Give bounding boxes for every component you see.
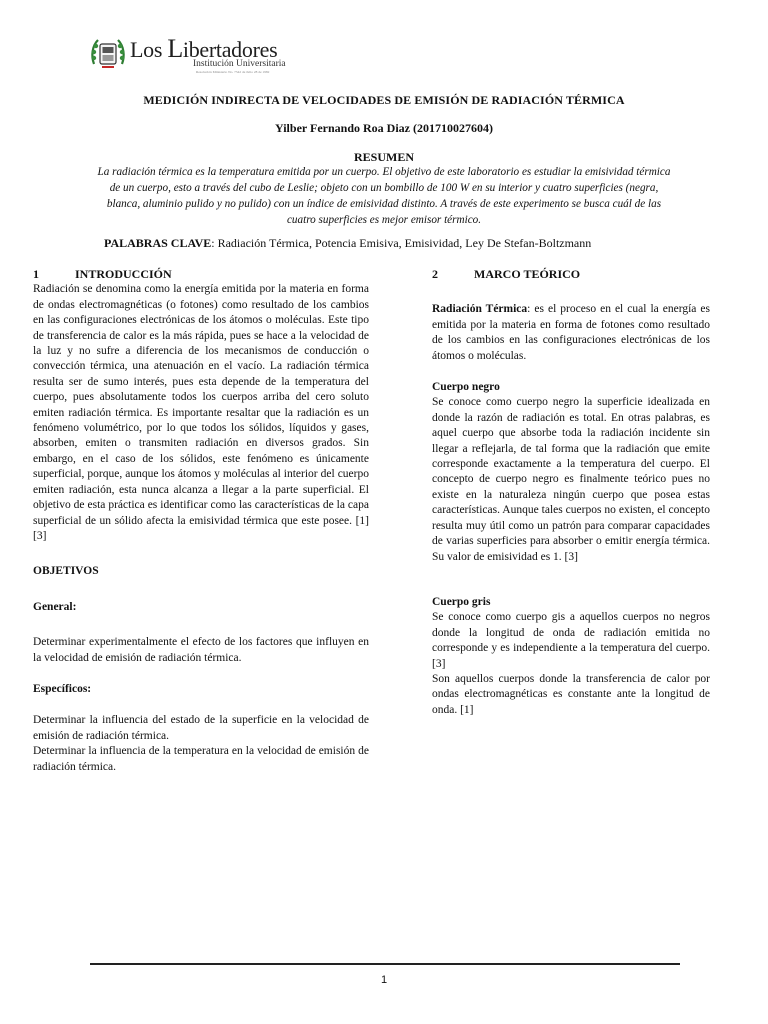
crest-icon [88, 34, 128, 74]
logo-subtitle: Institución Universitaria [193, 59, 286, 69]
keywords-label: PALABRAS CLAVE [104, 236, 212, 250]
cuerpo-negro-heading: Cuerpo negro [432, 381, 500, 394]
cuerpo-negro-paragraph: Se conoce como cuerpo negro la superficie idealizada en donde la razón de radiación es total. En otras palabras, es aquel cuerpo que absorbe toda la radiación incidente sin llegar a reflejarla, de tal forma que la radiación que emite corresponde exactamente a la temperatura del cuerpo. El concepto de cuerpo negro es finalmente teórico pues no existe en la naturaleza ningún cuerpo que posea estas características. Aunque tales cuerpos no existen, el concepto resulta muy útil como un patrón para comparar capacidades de varias superficies para absorber o emitir energía térmica. Su valor de emisividad es 1. [3] [432, 396, 710, 563]
institution-logo [88, 32, 286, 76]
logo-wordmark: Los Libertadores [130, 34, 278, 63]
right-column [432, 267, 710, 718]
abstract-heading: RESUMEN [353, 150, 414, 164]
footer-rule [90, 963, 680, 965]
specific-objective-2: Determinar la influencia de la temperatura en la velocidad de emisión de radiación térmica. [33, 745, 369, 773]
radiacion-termica-paragraph: Radiación Térmica: es el proceso en el cual la energía es emitida por la materia en forma de fotones como resultado de los cambios en las configuraciones electrónicas de los átomos o moléculas. [432, 303, 710, 362]
cuerpo-gris-paragraph-1: Se conoce como cuerpo gis a aquellos cuerpos no negros donde la longitud de onda de radiación emitida no corresponde y es independiente a la temperatura del cuerpo. [3] [432, 611, 710, 670]
radiacion-termica-term: Radiación Térmica [432, 303, 528, 316]
general-objective: Determinar experimentalmente el efecto de los factores que influyen en la velocidad de emisión de radiación térmica. [33, 636, 369, 664]
cuerpo-gris-paragraph-2: Son aquellos cuerpos donde la transferencia de calor por ondas electromagnéticas es constante ante la longitud de onda. [1] [432, 672, 710, 716]
cuerpo-gris-heading: Cuerpo gris [432, 595, 491, 608]
keywords-text: : Radiación Térmica, Potencia Emisiva, Emisividad, Ley De Stefan-Boltzmann [211, 236, 592, 250]
intro-section-number: 1 [33, 267, 39, 281]
intro-paragraph: Radiación se denomina como la energía emitida por la materia en forma de ondas electromagnéticas (o fotones) como resultado de los cambios en las configuraciones electrónicas de los átomos o moléculas. Este tipo de transferencia de calor es la más rápida, pues se hace a la velocidad de la luz y no sufre a diferencia de los mecanismos de conducción o convección térmica, una atenuación en el vacío. La radiación térmica resulta ser de sumo interés, pues esta depende de la temperatura del cuerpo, pues absolutamente todos los cuerpos arriba del cero soluto emiten radiación térmica. Es importante resaltar que la radiación es un fenómeno volumétrico, por lo que todos los sólidos, líquidos y gases, absorben, emiten o transmiten radiación en diversos grados. Sin embargo, en el caso de los sólidos, este fenómeno es únicamente superficial, porque, aunque los átomos y moléculas al interior del cuerpo emiten radiación, esta nunca alcanza a llegar a la parte superficial. El objetivo de esta práctica es identificar como las características de la capa superficial de un sólido afecta la emisividad térmica que este posee. [1][3] [33, 283, 369, 542]
keywords-line [104, 236, 704, 251]
marco-section-number: 2 [432, 267, 438, 281]
abstract-text: La radiación térmica es la temperatura emitida por un cuerpo. El objetivo de este laboratorio es estudiar la emisividad térmica de un cuerpo, esto a través del cubo de Leslie; objeto con un bombillo de 100 W en su interior y cuatro superficies (negra, blanca, aluminio pulido y no pulido) con un índice de emisividad distinto. A través de este experimento se busca cuál de las cuatro superficies es mejor emisor térmico. [97, 166, 671, 226]
specific-objective-1: Determinar la influencia del estado de la superficie en la velocidad de emisión de radiación térmica. [33, 714, 369, 742]
general-heading: General: [33, 600, 77, 613]
marco-heading: 2 MARCO TEÓRICO [432, 267, 581, 281]
logo-fine-print: Resolución Ministerio No. 7542 de Julio 28 de 1982 [196, 70, 270, 74]
objetivos-heading: OBJETIVOS [33, 565, 99, 578]
paper-author: Yilber Fernando Roa Diaz (201710027604) [275, 121, 493, 135]
intro-heading: 1 INTRODUCCIÓN [33, 267, 172, 281]
especificos-heading: Específicos: [33, 682, 92, 695]
left-column [33, 267, 369, 775]
paper-title: MEDICIÓN INDIRECTA DE VELOCIDADES DE EMISIÓN DE RADIACIÓN TÉRMICA [143, 93, 625, 107]
page-number: 1 [380, 974, 388, 986]
